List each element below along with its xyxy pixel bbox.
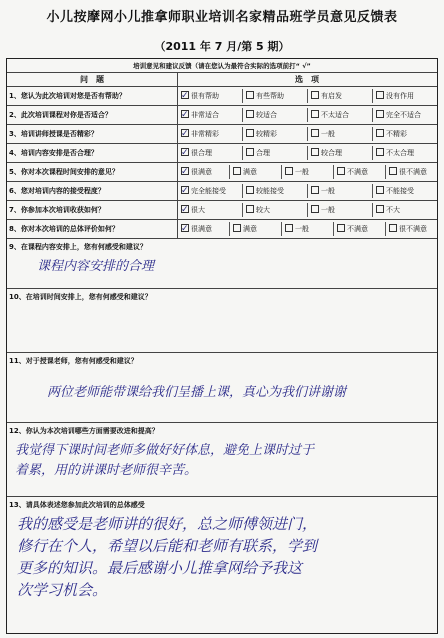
option-item[interactable] [376, 201, 400, 220]
checkbox-icon[interactable] [311, 129, 319, 137]
option-divider [307, 146, 308, 160]
option-label: 满意 [243, 225, 257, 233]
option-label: 不大 [386, 206, 400, 214]
option-item[interactable] [376, 106, 421, 125]
handwritten-answer: 次学习机会。 [17, 581, 108, 599]
question-label: 7、你参加本次培训收获如何？ [9, 206, 105, 214]
options-column-header: 选 项 [295, 75, 319, 84]
option-divider [242, 184, 243, 198]
question-row [7, 106, 437, 125]
option-item[interactable] [246, 201, 270, 220]
form-subtitle: （2011 年 7 月/第 5 期） [154, 40, 290, 53]
checkbox-icon[interactable] [246, 129, 254, 137]
question-label: 3、培训讲师授课是否精彩？ [9, 130, 98, 138]
table-header [7, 73, 437, 87]
option-divider [307, 184, 308, 198]
option-divider [372, 108, 373, 122]
handwritten-answer: 更多的知识。最后感谢小儿推拿网给予我这 [17, 559, 303, 577]
option-group [177, 125, 438, 143]
checkbox-icon[interactable] [246, 205, 254, 213]
handwritten-answer: 着累，用的讲课时老师很辛苦。 [15, 463, 198, 478]
checkbox-icon[interactable] [376, 129, 384, 137]
option-label: 非常精彩 [191, 130, 219, 138]
option-divider [307, 108, 308, 122]
question-row [7, 144, 437, 163]
comment-section [7, 353, 437, 423]
question-label: 8、你对本次培训的总体评价如何？ [9, 225, 119, 233]
section-question: 9、在课程内容安排上，您有何感受和建议？ [9, 243, 147, 251]
option-divider [242, 146, 243, 160]
option-divider [242, 89, 243, 103]
option-label: 非常适合 [191, 111, 219, 119]
checkbox-icon[interactable] [233, 167, 241, 175]
checkbox-icon[interactable] [311, 91, 319, 99]
option-item[interactable] [285, 163, 309, 182]
checkbox-icon[interactable] [246, 186, 254, 194]
option-divider [281, 165, 282, 179]
option-divider [372, 89, 373, 103]
option-group [177, 106, 438, 124]
handwritten-answer: 课程内容安排的合理 [37, 259, 155, 274]
option-divider [307, 127, 308, 141]
option-item[interactable] [285, 220, 309, 239]
option-label: 较能接受 [256, 187, 284, 195]
option-label: 没有作用 [386, 92, 414, 100]
checkbox-icon[interactable] [233, 224, 241, 232]
option-label: 一般 [321, 187, 335, 195]
option-group [177, 182, 438, 200]
option-item[interactable] [376, 144, 414, 163]
option-label: 不太适合 [321, 111, 349, 119]
section-question: 12、你认为本次培训哪些方面需要改进和提高？ [9, 427, 159, 435]
option-group [177, 87, 438, 105]
option-item[interactable] [181, 87, 219, 106]
option-label: 完全能接受 [191, 187, 226, 195]
option-label: 较精彩 [256, 130, 277, 138]
option-label: 较合理 [321, 149, 342, 157]
instruction-banner: 培训意见和建议反馈（请在您认为最符合实际的选项前打“ √” [7, 59, 437, 73]
checked-box-icon[interactable] [181, 186, 189, 194]
option-item[interactable] [337, 220, 368, 239]
question-row [7, 201, 437, 220]
option-divider [242, 127, 243, 141]
option-label: 不能接受 [386, 187, 414, 195]
option-item[interactable] [376, 125, 407, 144]
option-label: 有些帮助 [256, 92, 284, 100]
option-item[interactable] [181, 220, 212, 239]
option-label: 完全不适合 [386, 111, 421, 119]
option-item[interactable] [376, 87, 414, 106]
handwritten-answer: 两位老师能带课给我们呈播上课，真心为我们讲谢谢 [47, 385, 347, 400]
option-group [177, 163, 438, 181]
option-item[interactable] [311, 125, 335, 144]
option-item[interactable] [389, 163, 427, 182]
section-question: 13、请具体表述您参加此次培训的总体感受 [9, 501, 145, 509]
checkbox-icon[interactable] [389, 224, 397, 232]
checkbox-icon[interactable] [337, 167, 345, 175]
option-item[interactable] [181, 106, 219, 125]
option-label: 一般 [321, 130, 335, 138]
comment-section [7, 289, 437, 353]
option-item[interactable] [181, 125, 219, 144]
question-label: 5、你对本次课程时间安排的意见？ [9, 168, 119, 176]
option-divider [242, 203, 243, 217]
checkbox-icon[interactable] [311, 148, 319, 156]
option-label: 一般 [321, 206, 335, 214]
option-item[interactable] [181, 201, 205, 220]
option-group [177, 201, 438, 219]
question-column-header: 问 题 [7, 73, 178, 87]
handwritten-answer: 我觉得下课时间老师多做好好体息，避免上课时过于 [15, 443, 315, 458]
comment-section [7, 423, 437, 497]
form-title: 小儿按摩网小儿推拿师职业培训名家精品班学员意见反馈表 [46, 10, 398, 25]
option-divider [333, 165, 334, 179]
option-divider [385, 165, 386, 179]
option-item[interactable] [246, 182, 284, 201]
checked-box-icon[interactable] [181, 110, 189, 118]
option-group [177, 144, 438, 162]
checkbox-icon[interactable] [389, 167, 397, 175]
option-label: 很合理 [191, 149, 212, 157]
comment-section [7, 239, 437, 289]
checkbox-icon[interactable] [285, 224, 293, 232]
checkbox-icon[interactable] [376, 110, 384, 118]
checkbox-icon[interactable] [376, 91, 384, 99]
option-label: 一般 [295, 168, 309, 176]
option-item[interactable] [246, 144, 270, 163]
comment-section [7, 497, 437, 633]
option-label: 很满意 [191, 225, 212, 233]
question-label: 2、此次培训课程对你是否适合？ [9, 111, 112, 119]
question-row [7, 125, 437, 144]
option-item[interactable] [181, 163, 212, 182]
option-item[interactable] [311, 144, 342, 163]
option-label: 很满意 [191, 168, 212, 176]
option-label: 合理 [256, 149, 270, 157]
option-item[interactable] [389, 220, 427, 239]
option-group [177, 220, 438, 238]
checked-box-icon[interactable] [181, 224, 189, 232]
option-divider [307, 203, 308, 217]
option-item[interactable] [233, 163, 257, 182]
option-divider [229, 165, 230, 179]
option-item[interactable] [311, 106, 349, 125]
option-divider [372, 146, 373, 160]
option-label: 很不满意 [399, 225, 427, 233]
option-divider [333, 222, 334, 236]
option-divider [385, 222, 386, 236]
question-label: 1、您认为此次培训对您是否有帮助？ [9, 92, 126, 100]
option-item[interactable] [311, 182, 335, 201]
option-label: 有启发 [321, 92, 342, 100]
option-label: 不满意 [347, 225, 368, 233]
checked-box-icon[interactable] [181, 129, 189, 137]
section-question: 10、在培训时间安排上，您有何感受和建议？ [9, 293, 152, 301]
option-divider [372, 203, 373, 217]
checkbox-icon[interactable] [285, 167, 293, 175]
feedback-form [6, 58, 438, 634]
option-item[interactable] [246, 125, 277, 144]
option-item[interactable] [246, 106, 277, 125]
option-item[interactable] [337, 163, 368, 182]
handwritten-answer: 我的感受是老师讲的很好，总之师傅领进门， [17, 515, 318, 533]
checkbox-icon[interactable] [376, 148, 384, 156]
question-row [7, 220, 437, 239]
checkbox-icon[interactable] [246, 110, 254, 118]
question-row [7, 182, 437, 201]
question-label: 6、您对培训内容的接受程度？ [9, 187, 105, 195]
checkbox-icon[interactable] [311, 110, 319, 118]
option-divider [281, 222, 282, 236]
section-question: 11、对于授课老师，您有何感受和建议？ [9, 357, 138, 365]
option-item[interactable] [233, 220, 257, 239]
option-item[interactable] [311, 87, 342, 106]
checked-box-icon[interactable] [181, 148, 189, 156]
checkbox-icon[interactable] [337, 224, 345, 232]
option-label: 很大 [191, 206, 205, 214]
option-item[interactable] [181, 182, 226, 201]
option-item[interactable] [376, 182, 414, 201]
checked-box-icon[interactable] [181, 205, 189, 213]
checkbox-icon[interactable] [311, 186, 319, 194]
checkbox-icon[interactable] [376, 205, 384, 213]
option-item[interactable] [311, 201, 335, 220]
checkbox-icon[interactable] [246, 148, 254, 156]
option-item[interactable] [246, 87, 284, 106]
option-label: 很不满意 [399, 168, 427, 176]
question-row [7, 87, 437, 106]
checked-box-icon[interactable] [181, 167, 189, 175]
option-label: 较适合 [256, 111, 277, 119]
option-divider [229, 222, 230, 236]
question-label: 4、培训内容安排是否合理？ [9, 149, 98, 157]
checkbox-icon[interactable] [376, 186, 384, 194]
option-divider [242, 108, 243, 122]
option-label: 不精彩 [386, 130, 407, 138]
checked-box-icon[interactable] [181, 91, 189, 99]
option-label: 较大 [256, 206, 270, 214]
option-label: 一般 [295, 225, 309, 233]
option-divider [372, 127, 373, 141]
option-divider [372, 184, 373, 198]
option-divider [307, 89, 308, 103]
option-label: 不满意 [347, 168, 368, 176]
option-label: 满意 [243, 168, 257, 176]
question-row [7, 163, 437, 182]
handwritten-answer: 修行在个人，希望以后能和老师有联系，学到 [17, 537, 318, 555]
option-item[interactable] [181, 144, 212, 163]
option-label: 很有帮助 [191, 92, 219, 100]
checkbox-icon[interactable] [311, 205, 319, 213]
checkbox-icon[interactable] [246, 91, 254, 99]
option-label: 不太合理 [386, 149, 414, 157]
